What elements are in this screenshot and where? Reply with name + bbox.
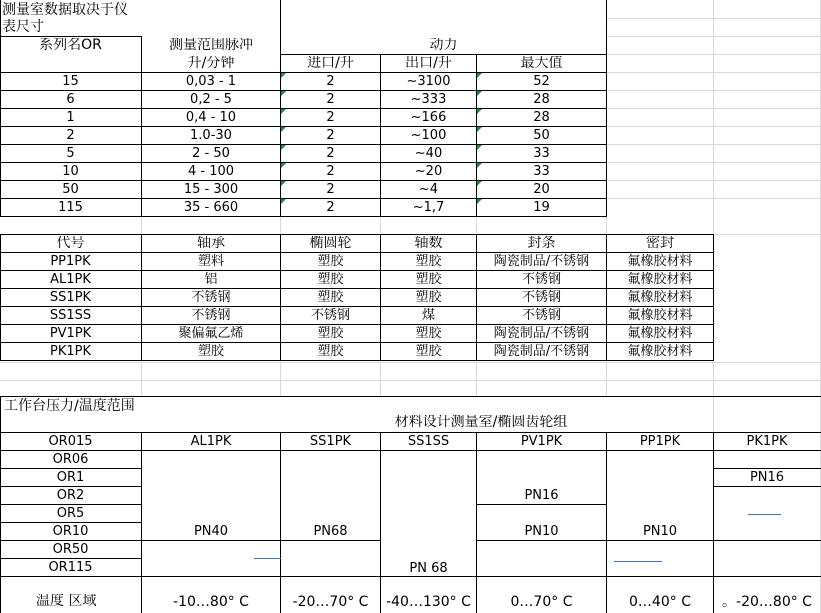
column-header: 封条: [527, 236, 556, 251]
column-header: 密封: [646, 236, 674, 251]
column-header: 代号: [56, 236, 85, 251]
table-cell: 0,03 - 1: [185, 74, 237, 89]
table-cell: 塑胶: [415, 272, 442, 287]
table-cell: 塑胶: [317, 272, 344, 287]
green-triangle-marker: [281, 73, 286, 78]
temperature-range: -20…70° C: [292, 595, 369, 610]
table-cell: 0,4 - 10: [185, 110, 237, 125]
pressure-al1pk: PN40: [193, 524, 229, 539]
green-triangle-marker: [281, 199, 286, 204]
green-triangle-marker: [477, 109, 482, 114]
material-header: SS1PK: [309, 434, 352, 449]
temperature-range: 。-20…80° C: [722, 595, 812, 610]
table-cell: 2: [326, 164, 335, 179]
table-cell: 不锈钢: [191, 290, 231, 305]
table-cell: 陶瓷制品/不锈钢: [493, 344, 590, 359]
table-cell: 不锈钢: [521, 290, 561, 305]
pressure-pp1pk: PN10: [642, 524, 678, 539]
table-title: 工作台压力/温度范围: [4, 398, 135, 414]
table-cell: 塑胶: [415, 254, 442, 269]
table-cell: 不锈钢: [521, 308, 561, 323]
table-cell: 塑胶: [415, 290, 442, 305]
table-cell: PK1PK: [50, 344, 91, 359]
blue-line-mark: [614, 561, 662, 562]
series-label: OR1: [56, 470, 85, 485]
table-cell: 15 - 300: [183, 182, 239, 197]
series-label: OR015: [48, 434, 93, 449]
temperature-range: 0…40° C: [629, 595, 691, 610]
table-cell: 塑胶: [317, 290, 344, 305]
green-triangle-marker: [477, 73, 482, 78]
table-cell: 2 - 50: [192, 146, 230, 161]
group-title: 材料设计测量室/椭圆齿轮组: [394, 415, 568, 430]
green-triangle-marker: [477, 199, 482, 204]
green-triangle-marker: [281, 109, 286, 114]
table-cell: 氟橡胶材料: [627, 290, 693, 305]
table-cell: 塑胶: [415, 326, 442, 341]
material-header: SS1SS: [407, 434, 450, 449]
green-triangle-marker: [281, 91, 286, 96]
table-cell: 28: [533, 110, 550, 125]
table-cell: 2: [66, 128, 75, 143]
table-cell: 塑胶: [317, 254, 344, 269]
table-cell: 115: [58, 200, 83, 215]
column-header-series: 系列名OR: [39, 38, 102, 53]
table-cell: 氟橡胶材料: [627, 254, 693, 269]
table-cell: 20: [533, 182, 550, 197]
table-cell: ~40: [414, 146, 443, 161]
table-cell: 铝: [204, 272, 218, 287]
table-cell: 52: [533, 74, 550, 89]
table-cell: 19: [533, 200, 550, 215]
green-triangle-marker: [477, 127, 482, 132]
table-cell: 不锈钢: [521, 272, 561, 287]
pressure-ss1pk: PN68: [313, 524, 348, 539]
subheader-range: 升/分钟: [187, 56, 235, 71]
table-cell: 陶瓷制品/不锈钢: [493, 326, 590, 341]
material-header: PV1PK: [520, 434, 563, 449]
table-cell: PP1PK: [50, 254, 91, 269]
table-cell: 煤: [421, 308, 435, 323]
green-triangle-marker: [281, 181, 286, 186]
green-triangle-marker: [477, 91, 482, 96]
green-triangle-marker: [281, 127, 286, 132]
temperature-label: 温度 区域: [36, 594, 97, 609]
column-header-power: 动力: [429, 38, 458, 53]
table-cell: 陶瓷制品/不锈钢: [493, 254, 590, 269]
table-cell: ~166: [410, 110, 447, 125]
table-cell: 5: [66, 146, 75, 161]
pressure-pv1pk-upper: PN16: [524, 488, 559, 503]
material-header: PP1PK: [639, 434, 681, 449]
green-triangle-marker: [281, 163, 286, 168]
table-cell: 1: [66, 110, 75, 125]
table-cell: 15: [62, 74, 79, 89]
series-label: OR50: [52, 542, 89, 557]
temperature-range: 0…70° C: [510, 595, 573, 610]
green-triangle-marker: [477, 145, 482, 150]
table-cell: ~20: [414, 164, 443, 179]
series-label: OR5: [56, 506, 85, 521]
series-label: OR06: [52, 452, 89, 467]
table-cell: 50: [62, 182, 79, 197]
table-cell: 10: [62, 164, 79, 179]
table-cell: ~100: [410, 128, 447, 143]
table-cell: 氟橡胶材料: [627, 326, 693, 341]
table-cell: ~3100: [406, 74, 451, 89]
column-header-range: 测量范围脉冲: [169, 38, 253, 53]
green-triangle-marker: [281, 145, 286, 150]
table-cell: 28: [533, 92, 550, 107]
pressure-ss1ss: PN 68: [409, 561, 448, 576]
material-header: AL1PK: [190, 434, 232, 449]
table-cell: 2: [326, 92, 335, 107]
table-cell: 35 - 660: [183, 200, 239, 215]
series-label: OR115: [48, 560, 93, 575]
subheader-outlet: 出口/升: [405, 56, 452, 71]
table-cell: 氟橡胶材料: [627, 344, 693, 359]
subheader-max: 最大值: [520, 56, 563, 71]
green-triangle-marker: [477, 181, 482, 186]
material-header: PK1PK: [746, 434, 788, 449]
table-cell: ~1,7: [412, 200, 445, 215]
table-cell: 33: [533, 146, 550, 161]
table-cell: 33: [533, 164, 550, 179]
temperature-range: -40…130° C: [386, 595, 471, 610]
green-triangle-marker: [477, 163, 482, 168]
table-cell: PV1PK: [49, 326, 92, 341]
table-cell: 不锈钢: [191, 308, 231, 323]
table-title: 测量室数据取决于仪表尺寸: [2, 2, 128, 35]
temperature-range: -10…80° C: [173, 595, 249, 610]
subheader-inlet: 进口/升: [307, 56, 354, 71]
table-cell: AL1PK: [50, 272, 91, 287]
table-cell: ~4: [418, 182, 439, 197]
table-cell: 2: [326, 128, 335, 143]
column-header: 椭圆轮: [309, 236, 352, 251]
series-label: OR2: [56, 488, 85, 503]
table-cell: 氟橡胶材料: [627, 308, 693, 323]
table-cell: 1.0-30: [190, 128, 232, 143]
table-cell: 2: [326, 200, 335, 215]
blue-line-mark: [748, 514, 781, 515]
table-cell: 0,2 - 5: [190, 92, 232, 107]
table-cell: 氟橡胶材料: [627, 272, 693, 287]
table-cell: 2: [326, 110, 335, 125]
pressure-pk1pk: PN16: [749, 470, 785, 485]
table-cell: ~333: [410, 92, 447, 107]
table-cell: 2: [326, 74, 335, 89]
table-cell: 不锈钢: [310, 308, 350, 323]
table-cell: 塑胶: [317, 326, 344, 341]
column-header: 轴数: [414, 236, 443, 251]
blue-line-mark: [254, 558, 281, 559]
table-cell: 2: [326, 182, 335, 197]
table-cell: SS1PK: [49, 290, 92, 305]
table-cell: 50: [533, 128, 550, 143]
table-cell: 聚偏氟乙烯: [178, 326, 244, 341]
table-cell: 塑胶: [317, 344, 344, 359]
table-cell: 塑料: [197, 254, 224, 269]
pressure-pv1pk: PN10: [524, 524, 559, 539]
table-cell: 塑胶: [415, 344, 442, 359]
table-cell: 塑胶: [197, 344, 224, 359]
column-header: 轴承: [197, 236, 225, 251]
table-cell: SS1SS: [49, 308, 92, 323]
table-cell: 2: [326, 146, 335, 161]
table-cell: 6: [66, 92, 75, 107]
series-label: OR10: [52, 524, 89, 539]
table-cell: 4 - 100: [187, 164, 235, 179]
